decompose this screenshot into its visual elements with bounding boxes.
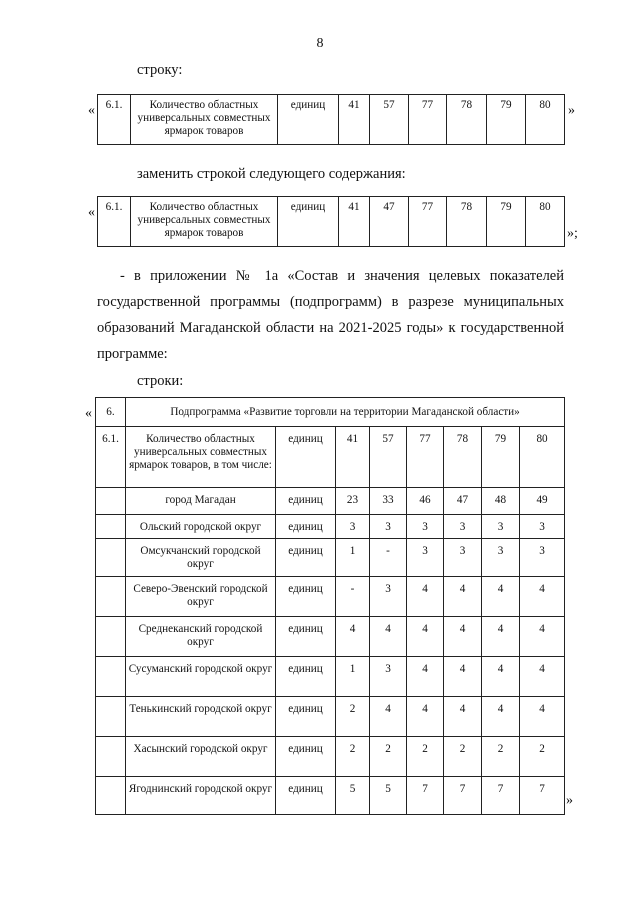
value-cell: 4 (482, 657, 520, 697)
value-cell: 77 (409, 197, 447, 247)
value-cell: 4 (444, 577, 482, 617)
value-cell: 4 (520, 577, 565, 617)
value-cell: 23 (336, 488, 370, 515)
district-name: город Магадан (126, 488, 276, 515)
value-cell: 78 (444, 427, 482, 488)
indicator-name: Количество областных универсальных совместных ярмарок товаров (131, 197, 278, 247)
table-row (96, 539, 565, 577)
value-cell: 4 (444, 657, 482, 697)
value-cell: 2 (407, 737, 444, 777)
value-cell: 2 (444, 737, 482, 777)
table-row (96, 737, 565, 777)
value-cell: 3 (336, 515, 370, 539)
value-cell: 5 (370, 777, 407, 815)
empty-number-cell (96, 657, 126, 697)
value-cell: 57 (370, 427, 407, 488)
district-rows (96, 488, 565, 815)
value-cell: 4 (482, 617, 520, 657)
value-cell: 4 (370, 697, 407, 737)
empty-number-cell (96, 577, 126, 617)
value-cell: 1 (336, 539, 370, 577)
value-cell: 78 (447, 197, 487, 247)
empty-number-cell (96, 539, 126, 577)
value-cell: 4 (370, 617, 407, 657)
value-cell: 4 (520, 617, 565, 657)
paragraph-line (97, 320, 564, 337)
quote-open: « (88, 103, 95, 118)
empty-number-cell (96, 697, 126, 737)
value-cell: 3 (520, 515, 565, 539)
value-cell: 3 (444, 515, 482, 539)
table-row (96, 577, 565, 617)
value-cell: 1 (336, 657, 370, 697)
indicator-name: Количество областных универсальных совместных ярмарок товаров (131, 95, 278, 145)
district-name: Среднеканский городской округ (126, 617, 276, 657)
empty-number-cell (96, 777, 126, 815)
value-cell: 4 (407, 617, 444, 657)
unit: единиц (276, 617, 336, 657)
paragraph-line-4: программе: (97, 346, 168, 362)
value-cell: 5 (336, 777, 370, 815)
empty-number-cell (96, 488, 126, 515)
value-cell: 7 (444, 777, 482, 815)
value-cell: 7 (482, 777, 520, 815)
value-cell: 4 (520, 697, 565, 737)
page-number: 8 (316, 36, 324, 51)
value-cell: 3 (370, 657, 407, 697)
unit: единиц (276, 777, 336, 815)
value-cell: 2 (370, 737, 407, 777)
unit: единиц (276, 515, 336, 539)
paragraph-line (120, 268, 564, 285)
table-row (98, 95, 565, 145)
value-cell: 46 (407, 488, 444, 515)
value-cell: 80 (526, 95, 565, 145)
table-row (96, 427, 565, 488)
value-cell: - (370, 539, 407, 577)
district-name: Ольский городской округ (126, 515, 276, 539)
value-cell: 4 (444, 617, 482, 657)
value-cell: 3 (407, 539, 444, 577)
indicator-name: Количество областных универсальных совместных ярмарок товаров, в том числе: (126, 427, 276, 488)
indicators-table (95, 397, 565, 815)
text-line-stroku: строку: (137, 62, 183, 78)
value-cell: 80 (520, 427, 565, 488)
value-cell: 7 (407, 777, 444, 815)
unit: единиц (276, 577, 336, 617)
table-row (96, 777, 565, 815)
value-cell: 2 (482, 737, 520, 777)
empty-number-cell (96, 617, 126, 657)
unit: единиц (278, 95, 339, 145)
value-cell: 49 (520, 488, 565, 515)
value-cell: 57 (370, 95, 409, 145)
table-header-row (96, 398, 565, 427)
row-number: 6.1. (98, 197, 131, 247)
value-cell: 41 (339, 95, 370, 145)
value-cell: 3 (370, 515, 407, 539)
row-number: 6.1. (98, 95, 131, 145)
table-row (96, 697, 565, 737)
paragraph-line-3: образований Магаданской области на 2021-2025 годы» к государственной (97, 320, 564, 336)
text-line-replace: заменить строкой следующего содержания: (137, 166, 406, 182)
paragraph-line (97, 294, 564, 311)
district-name: Хасынский городской округ (126, 737, 276, 777)
value-cell: 3 (407, 515, 444, 539)
value-cell: 33 (370, 488, 407, 515)
value-cell: 3 (370, 577, 407, 617)
text-line-stroki: строки: (137, 373, 184, 389)
value-cell: 79 (487, 95, 526, 145)
empty-number-cell (96, 515, 126, 539)
value-cell: 4 (336, 617, 370, 657)
unit: единиц (276, 697, 336, 737)
quote-open: « (88, 205, 95, 220)
table-row (98, 197, 565, 247)
new-row-table (97, 196, 565, 247)
value-cell: 79 (482, 427, 520, 488)
value-cell: 2 (336, 697, 370, 737)
value-cell: 3 (482, 539, 520, 577)
value-cell: 4 (482, 577, 520, 617)
district-name: Сусуманский городской округ (126, 657, 276, 697)
table-row (96, 657, 565, 697)
value-cell: 79 (487, 197, 526, 247)
table-row (96, 515, 565, 539)
value-cell: 77 (409, 95, 447, 145)
district-name: Тенькинский городской округ (126, 697, 276, 737)
row-number: 6.1. (96, 427, 126, 488)
district-name: Северо-Эвенский городской округ (126, 577, 276, 617)
district-name: Омсукчанский городской округ (126, 539, 276, 577)
value-cell: 47 (444, 488, 482, 515)
value-cell: 41 (336, 427, 370, 488)
value-cell: 3 (482, 515, 520, 539)
subprogram-title: Подпрограмма «Развитие торговли на территории Магаданской области» (126, 398, 565, 427)
unit: единиц (278, 197, 339, 247)
empty-number-cell (96, 737, 126, 777)
quote-close-semicolon: »; (567, 226, 578, 241)
value-cell: 2 (336, 737, 370, 777)
quote-open: « (85, 406, 92, 421)
value-cell: 47 (370, 197, 409, 247)
quote-close: » (568, 103, 575, 118)
unit: единиц (276, 539, 336, 577)
value-cell: 77 (407, 427, 444, 488)
value-cell: - (336, 577, 370, 617)
table-row (96, 617, 565, 657)
value-cell: 4 (482, 697, 520, 737)
value-cell: 2 (520, 737, 565, 777)
value-cell: 4 (520, 657, 565, 697)
value-cell: 4 (407, 657, 444, 697)
unit: единиц (276, 657, 336, 697)
paragraph-line-2: государственной программы (подпрограмм) в разрезе муниципальных (97, 294, 564, 310)
value-cell: 4 (407, 697, 444, 737)
value-cell: 4 (444, 697, 482, 737)
table-row (96, 488, 565, 515)
paragraph-line-1: - в приложении № 1а «Состав и значения целевых показателей (120, 268, 564, 284)
unit: единиц (276, 488, 336, 515)
value-cell: 41 (339, 197, 370, 247)
subprogram-number: 6. (96, 398, 126, 427)
value-cell: 4 (407, 577, 444, 617)
value-cell: 80 (526, 197, 565, 247)
value-cell: 3 (444, 539, 482, 577)
quote-close: » (566, 793, 573, 808)
value-cell: 48 (482, 488, 520, 515)
value-cell: 3 (520, 539, 565, 577)
district-name: Ягоднинский городской округ (126, 777, 276, 815)
old-row-table (97, 94, 565, 145)
unit: единиц (276, 427, 336, 488)
unit: единиц (276, 737, 336, 777)
value-cell: 7 (520, 777, 565, 815)
value-cell: 78 (447, 95, 487, 145)
